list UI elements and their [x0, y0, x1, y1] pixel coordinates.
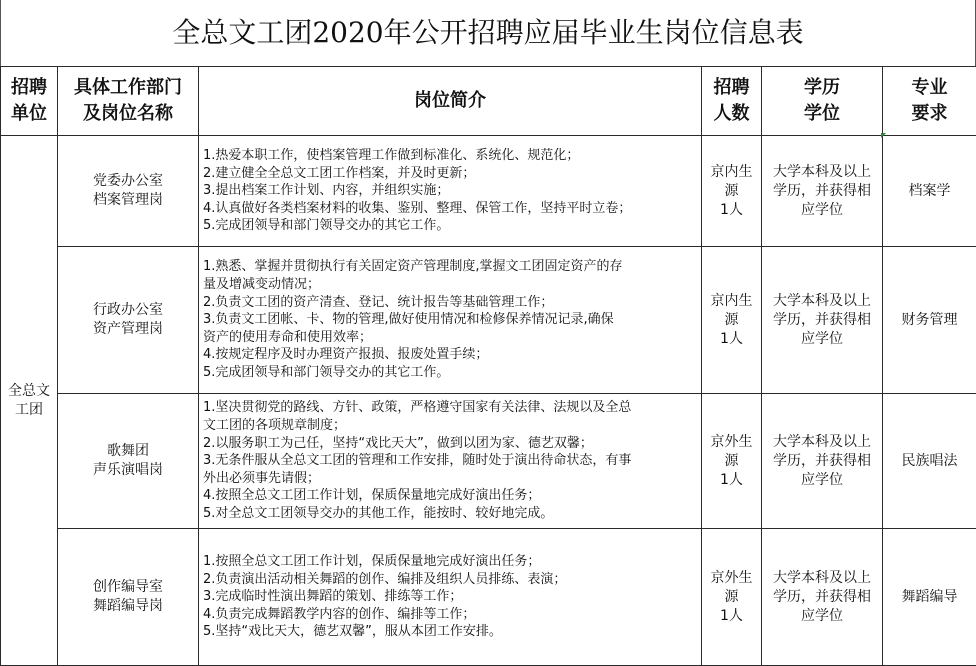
desc-line: 文工团的各项规章制度；	[203, 417, 697, 435]
count-cell: 京内生 源 1人	[702, 247, 762, 394]
count-cell: 京内生 源 1人	[702, 136, 762, 247]
count-cell: 京外生 源 1人	[702, 394, 762, 529]
desc-cell	[199, 394, 702, 529]
header-count: 招聘 人数	[702, 67, 762, 136]
count-cell: 京外生 源 1人	[702, 529, 762, 666]
desc-line: 2.建立健全全总文工团工作档案，并及时更新；	[203, 165, 697, 183]
desc-cell	[199, 247, 702, 394]
desc-line: 5.完成团领导和部门领导交办的其它工作。	[203, 364, 697, 382]
dept-cell: 党委办公室 档案管理岗	[58, 136, 199, 247]
desc-line: 3.负责文工团帐、卡、物的管理,做好使用情况和检修保养情况记录,确保	[203, 311, 697, 329]
desc-cell	[199, 136, 702, 247]
desc-line: 4.负责完成舞蹈教学内容的创作、编排等工作；	[203, 606, 697, 624]
major-cell: 档案学	[883, 136, 976, 247]
cell-comment-marker-icon	[881, 133, 886, 138]
edu-cell: 大学本科及以上 学历，并获得相 应学位	[762, 394, 883, 529]
edu-cell: 大学本科及以上 学历，并获得相 应学位	[762, 136, 883, 247]
desc-line: 3.提出档案工作计划、内容，并组织实施；	[203, 182, 697, 200]
header-desc: 岗位简介	[199, 67, 702, 136]
desc-line: 4.认真做好各类档案材料的收集、鉴别、整理、保管工作，坚持平时立卷；	[203, 200, 697, 218]
desc-line: 1.按照全总文工团工作计划，保质保量地完成好演出任务；	[203, 553, 697, 571]
dept-cell: 行政办公室 资产管理岗	[58, 247, 199, 394]
major-cell: 民族唱法	[883, 394, 976, 529]
desc-line: 5.对全总文工团领导交办的其他工作，能按时、较好地完成。	[203, 505, 697, 523]
header-dept: 具体工作部门 及岗位名称	[58, 67, 199, 136]
header-row	[1, 67, 976, 136]
table-row	[1, 394, 976, 529]
header-unit: 招聘 单位	[1, 67, 58, 136]
desc-line: 2.负责演出活动相关舞蹈的创作、编排及组织人员排练、表演；	[203, 571, 697, 589]
edu-cell: 大学本科及以上 学历，并获得相 应学位	[762, 247, 883, 394]
header-major: 专业 要求	[883, 67, 976, 136]
desc-line: 1.热爱本职工作，使档案管理工作做到标准化、系统化、规范化；	[203, 147, 697, 165]
table-row	[1, 529, 976, 666]
desc-line: 外出必须事先请假；	[203, 470, 697, 488]
desc-line: 量及增减变动情况；	[203, 276, 697, 294]
job-table	[0, 66, 976, 666]
desc-line: 2.以服务职工为己任，坚持“戏比天大”，做到以团为家、德艺双馨；	[203, 435, 697, 453]
desc-line: 4.按规定程序及时办理资产报损、报废处置手续；	[203, 346, 697, 364]
major-cell: 舞蹈编导	[883, 529, 976, 666]
unit-cell: 全总文 工团	[1, 136, 58, 666]
desc-line: 2.负责文工团的资产清查、登记、统计报告等基础管理工作；	[203, 294, 697, 312]
page-title: 全总文工团2020年公开招聘应届毕业生岗位信息表	[0, 0, 976, 66]
desc-line: 3.无条件服从全总文工团的管理和工作安排，随时处于演出待命状态，有事	[203, 452, 697, 470]
desc-cell	[199, 529, 702, 666]
header-edu: 学历 学位	[762, 67, 883, 136]
table-row	[1, 247, 976, 394]
desc-line: 资产的使用寿命和使用效率；	[203, 329, 697, 347]
desc-line: 5.坚持“戏比天大，德艺双馨”，服从本团工作安排。	[203, 623, 697, 641]
desc-line: 5.完成团领导和部门领导交办的其它工作。	[203, 217, 697, 235]
desc-line: 4.按照全总文工团工作计划，保质保量地完成好演出任务；	[203, 487, 697, 505]
dept-cell: 创作编导室 舞蹈编导岗	[58, 529, 199, 666]
desc-line: 3.完成临时性演出舞蹈的策划、排练等工作；	[203, 588, 697, 606]
desc-line: 1.熟悉、掌握并贯彻执行有关固定资产管理制度,掌握文工团固定资产的存	[203, 258, 697, 276]
dept-cell: 歌舞团 声乐演唱岗	[58, 394, 199, 529]
major-cell: 财务管理	[883, 247, 976, 394]
desc-line: 1.坚决贯彻党的路线、方针、政策，严格遵守国家有关法律、法规以及全总	[203, 399, 697, 417]
table-row	[1, 136, 976, 247]
edu-cell: 大学本科及以上 学历，并获得相 应学位	[762, 529, 883, 666]
